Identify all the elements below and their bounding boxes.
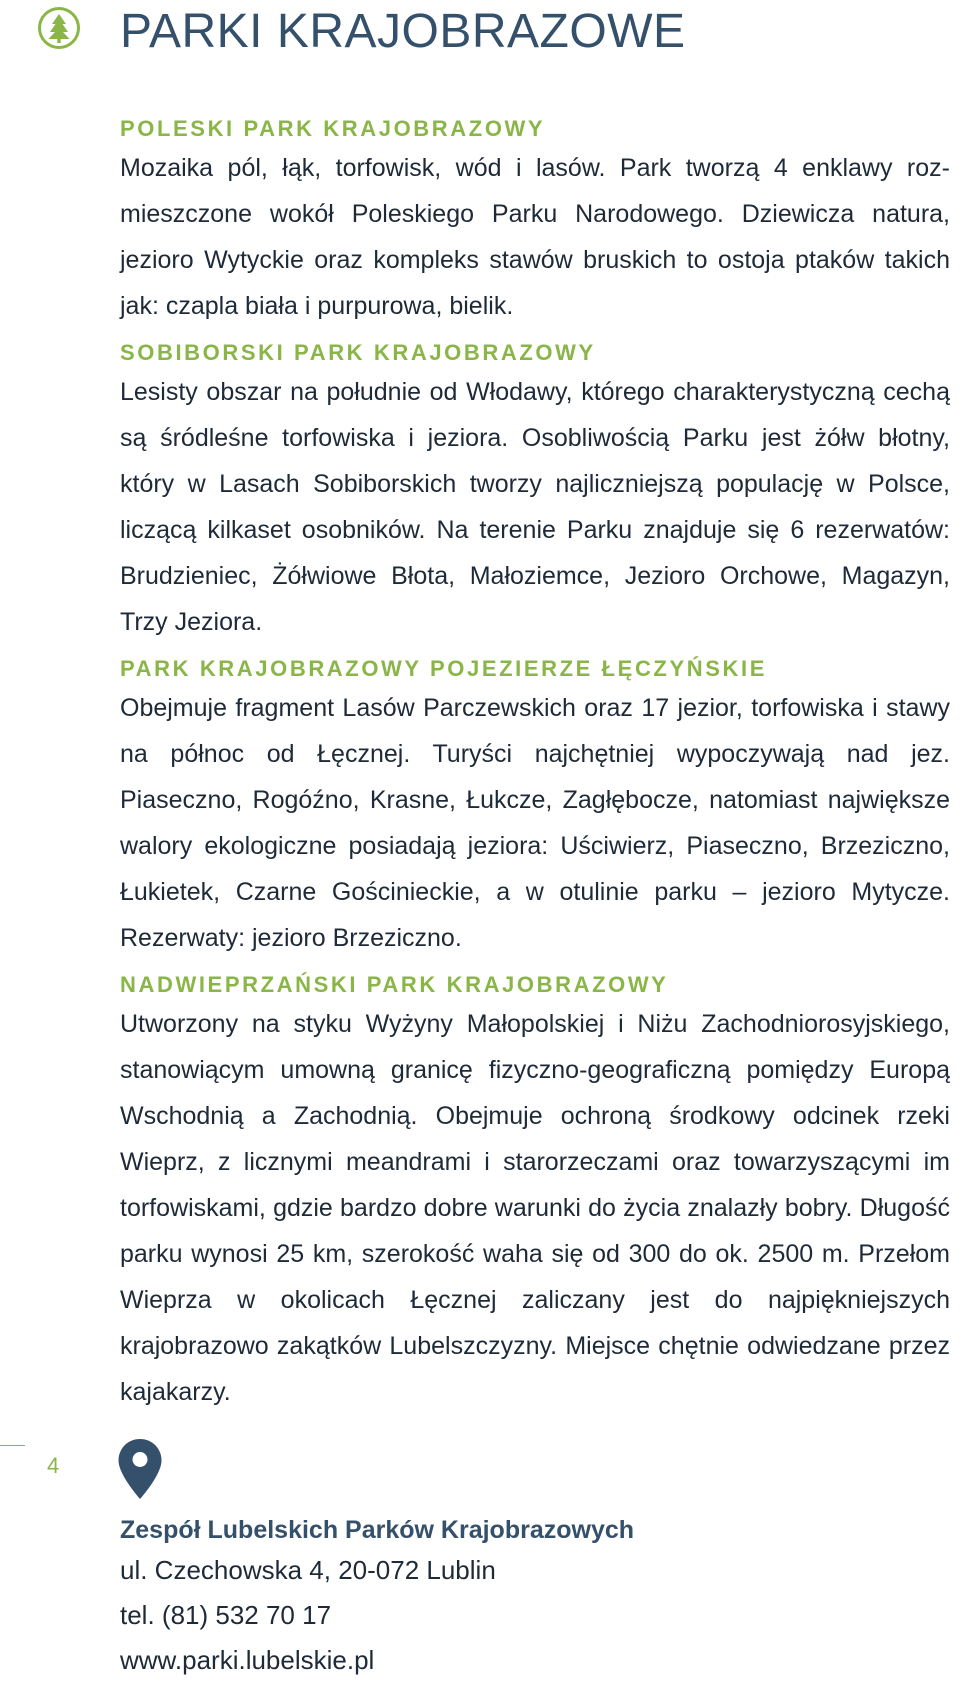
page-title: PARKI KRAJOBRAZOWE: [120, 5, 686, 58]
park-section-sobiborski: [120, 337, 950, 645]
page-number-rule: [0, 1445, 25, 1446]
section-heading: POLESKI PARK KRAJOBRAZOWY: [120, 116, 546, 141]
page-number: 4: [47, 1453, 60, 1478]
phone: tel. (81) 532 70 17: [120, 1600, 332, 1630]
section-text: Obejmuje fragment Lasów Parczewskich oraz 17 jezior, torfowiska i stawy na północ od Łęcznej. Turyści najchętniej wypoczywają nad jez. Piaseczno, Rogóźno, Krasne, Łukcze, Zagłębocze, natomiast największe walory ekologiczne posiadają jeziora: Uściwierz, Piaseczno, Brzeziczno, Łukietek, Czarne Gościnieckie, a w otulinie parku – jezioro Mytycze. Rezerwaty: jezioro Brzeziczno.: [120, 694, 950, 952]
section-text: Lesisty obszar na południe od Włodawy, którego charakterystyczną cechą są śródleśne torfowiska i jeziora. Osobliwością Parku jest żółw błotny, który w Lasach Sobiborskich tworzy najliczniejszą populację w Polsce, liczącą kilkaset osobników. Na terenie Parku znajduje się 6 rezerwatów: Brudzieniec, Żółwiowe Błota, Małoziemce, Jezioro Orchowe, Magazyn, Trzy Jeziora.: [120, 378, 950, 636]
section-heading: SOBIBORSKI PARK KRAJOBRAZOWY: [120, 340, 596, 365]
park-section-pojezierze-leczynskie: [120, 653, 950, 961]
tree-circle-icon: [37, 6, 81, 50]
section-text: Utworzony na styku Wyżyny Małopolskiej i Niżu Zachodniorosyjskiego, stanowiącym umowną granicę fizyczno-geograficzną pomiędzy Europą Wschodnią a Zachodnią. Obejmuje ochroną środkowy odcinek rzeki Wieprz, z licznymi meandrami i starorzeczami oraz towarzyszącymi im torfowiskami, gdzie bardzo dobre warunki do życia znalazły bobry. Długość parku wynosi 25 km, szerokość waha się od 300 do ok. 2500 m. Przełom Wieprza w okolicach Łęcznej zaliczany jest do najpiękniejszych krajobrazowo zakątków Lubelszczyzny. Miejsce chętnie odwiedzane przez kajakarzy.: [120, 1010, 950, 1406]
parks-content: [120, 113, 950, 1423]
section-text: Mozaika pól, łąk, torfowisk, wód i lasów. Park tworzą 4 enklawy rozmieszczone wokół Poleskiego Parku Narodowego. Dziewicza natura, jezioro Wytyckie oraz kompleks stawów bruskich to ostoja ptaków takich jak: czapla biała i purpurowa, bielik.: [120, 154, 950, 320]
section-heading: NADWIEPRZAŃSKI PARK KRAJOBRAZOWY: [120, 972, 669, 997]
contact-block: [120, 1512, 634, 1683]
park-section-nadwieprzanski: [120, 969, 950, 1415]
organization-name: Zespół Lubelskich Parków Krajobrazowych: [120, 1516, 635, 1544]
address: ul. Czechowska 4, 20-072 Lublin: [120, 1555, 496, 1585]
park-section-poleski: [120, 113, 950, 329]
website-link[interactable]: www.parki.lubelskie.pl: [120, 1645, 375, 1675]
section-heading: PARK KRAJOBRAZOWY POJEZIERZE ŁĘCZYŃSKIE: [120, 656, 767, 681]
map-pin-icon: [117, 1438, 163, 1500]
